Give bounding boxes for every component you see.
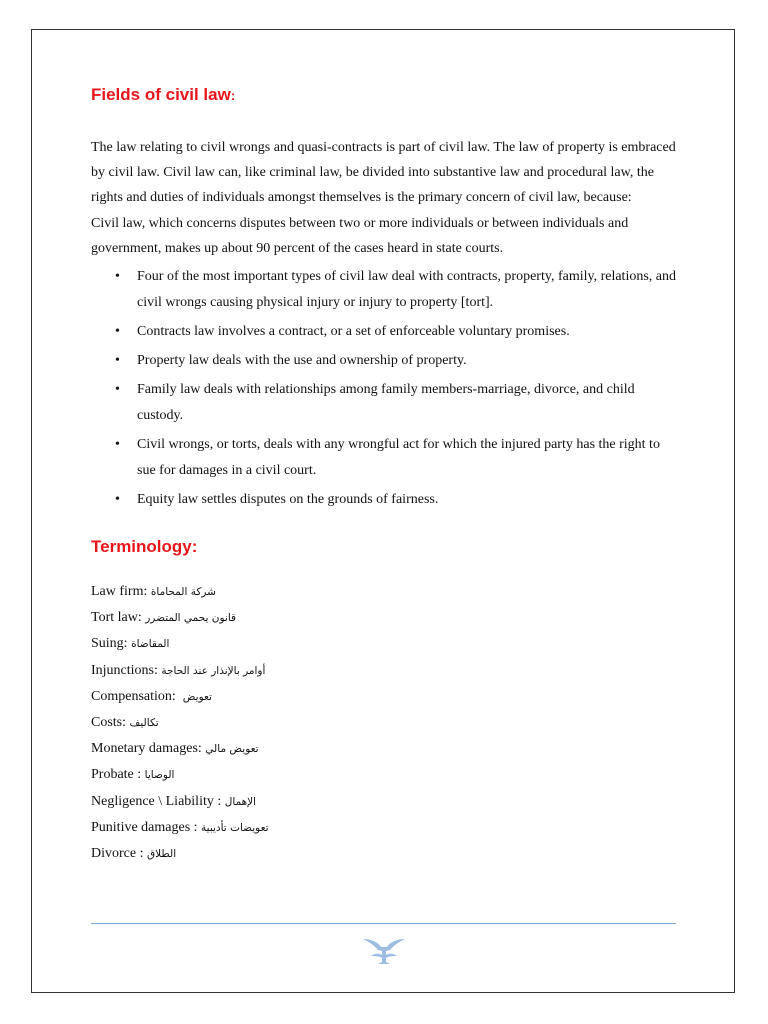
term-row [91, 579, 679, 605]
term-row [91, 789, 679, 815]
bullet-icon: • [115, 437, 120, 453]
bullet-list [91, 264, 679, 513]
bullet-icon: • [115, 324, 120, 340]
term-arabic: تعويضات تأديبية [201, 821, 269, 834]
term-row [91, 841, 679, 867]
term-english: Negligence \ Liability : [91, 793, 222, 809]
heading-colon: : [230, 88, 236, 103]
bullet-icon: • [115, 353, 120, 369]
term-arabic: قانون يحمي المتضرر [145, 612, 237, 625]
list-item-text: Family law deals with relationships among family members-marriage, divorce, and child custody. [137, 382, 635, 424]
term-arabic: تعويض [182, 690, 212, 703]
term-row [91, 762, 679, 788]
term-arabic: أوامر بالإنذار عند الحاجة [161, 664, 266, 677]
heading-text: Fields of civil law [91, 85, 231, 104]
term-arabic: تعويض مالي [205, 743, 259, 756]
term-row [91, 736, 679, 762]
term-row [91, 815, 679, 841]
section-heading-fields-of-civil-law [91, 85, 679, 105]
term-arabic: الوصايا [144, 769, 175, 782]
list-item [91, 377, 679, 429]
term-english: Suing: [91, 636, 128, 652]
term-arabic: الطلاق [146, 848, 177, 861]
list-item [91, 319, 679, 345]
list-item-text: Contracts law involves a contract, or a set of enforceable voluntary promises. [137, 324, 570, 340]
term-english: Probate : [91, 767, 142, 783]
section-heading-terminology: Terminology: [91, 537, 198, 557]
term-arabic: شركة المحاماة [150, 586, 216, 599]
term-english: Costs: [91, 715, 127, 731]
term-english: Injunctions: [91, 662, 158, 678]
bullet-icon: • [115, 382, 120, 398]
list-item-text: Civil wrongs, or torts, deals with any wrongful act for which the injured party has the right to sue for damages in a civil court. [137, 437, 660, 479]
paragraph: The law relating to civil wrongs and quasi-contracts is part of civil law. The law of property is embraced by civil law. Civil law can, like criminal law, be divided into substantive law and procedural law, the rights and duties of individuals amongst themselves is the primary concern of civil law, because: [91, 140, 676, 206]
term-row [91, 605, 679, 631]
bullet-icon: • [115, 492, 120, 508]
list-item-text: Property law deals with the use and ownership of property. [137, 353, 467, 369]
term-arabic: المقاضاة [131, 638, 170, 651]
term-arabic: الإهمال [224, 795, 257, 808]
list-item [91, 432, 679, 484]
list-item [91, 264, 679, 316]
list-item [91, 487, 679, 513]
term-english: Compensation: [91, 688, 176, 704]
footer-divider [91, 923, 676, 924]
term-row [91, 684, 679, 710]
bullet-icon: • [115, 269, 120, 285]
term-row [91, 710, 679, 736]
term-english: Punitive damages : [91, 819, 198, 835]
term-row [91, 631, 679, 657]
term-english: Divorce : [91, 846, 144, 862]
list-item-text: Equity law settles disputes on the grounds of fairness. [137, 492, 439, 508]
list-item [91, 348, 679, 374]
terminology-list [91, 579, 679, 867]
term-english: Tort law: [91, 610, 142, 626]
term-english: Law firm: [91, 584, 148, 600]
document-content [91, 82, 679, 867]
term-english: Monetary damages: [91, 741, 202, 757]
list-item-text: Four of the most important types of civil law deal with contracts, property, family, relations, and civil wrongs causing physical injury or injury to property [tort]. [137, 269, 676, 311]
term-arabic: تكاليف [129, 717, 159, 730]
term-row [91, 658, 679, 684]
paragraph: Civil law, which concerns disputes between two or more individuals or between individuals and government, makes up about 90 percent of the cases heard in state courts. [91, 215, 629, 256]
fleur-logo-icon [361, 936, 407, 966]
